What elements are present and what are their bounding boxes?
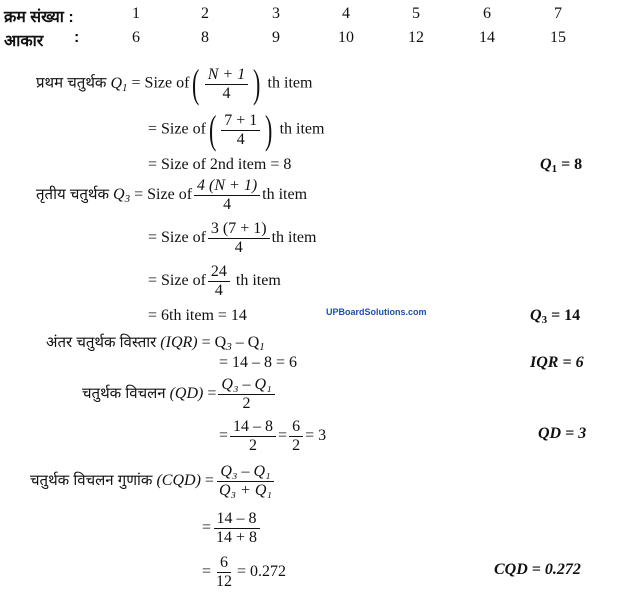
size-cell-7: 15 [550,29,566,46]
qd-line-1: चतुर्थक विचलन (QD) = $\frac{\text{Q₃ – Q₁}}{2}$ [82,376,277,413]
size-colon: : [74,29,80,46]
size-label: आकार [4,33,44,50]
q3-line-4: = 6th item = 14 [148,307,247,324]
cqd-label: चतुर्थक विचलन गुणांक [30,472,153,490]
q1-eq: = [131,74,141,92]
q3-line-2: = Size of $\frac{3 (7 + 1)}{4}$ th item [148,220,317,256]
q1-line-2: = Size of ( $\frac{7 + 1}{4}$ ) th item [148,107,325,152]
serial-number-cell-7: 7 [554,5,562,22]
size-cell-2: 8 [201,29,209,46]
cqd-line-3: = $\frac{6}{12}$ = 0.272 [202,554,287,590]
iqr-label: अंतर चतुर्थक विस्तार [46,334,157,351]
q3-line-3: = Size of $\frac{24}{4}$ th item [148,263,281,299]
q1-paren-frac: ( $\frac{N + 1}{4}$ ) [192,61,261,106]
serial-number-cell-2: 2 [201,5,209,22]
qd-label: चतुर्थक विचलन [82,385,166,403]
serial-number-label: क्रम संख्या : [4,9,74,26]
q1-label: प्रथम चतुर्थक [36,74,107,92]
q1-size-of: Size of [144,74,190,92]
size-cell-1: 6 [132,29,140,46]
serial-number-cell-5: 5 [412,5,420,22]
cqd-result: CQD = 0.272 [494,561,581,578]
q3-label: तृतीय चतुर्थक [36,186,110,204]
cqd-line-2: = $\frac{14 - 8}{14 + 8}$ [202,510,262,547]
serial-number-cell-3: 3 [272,5,280,22]
watermark: UPBoardSolutions.com [326,307,427,317]
serial-number-cell-6: 6 [483,5,491,22]
serial-number-cell-1: 1 [132,5,140,22]
q3-result: $Q_3 = 14$ [530,307,581,326]
q1-line-3: = Size of 2nd item = 8 [148,156,292,173]
q3-line-1: तृतीय चतुर्थक $Q_3$ = Size of $\frac{4 (N + 1)}{4}$ th item [36,177,308,213]
q1-line-1 [36,61,313,106]
size-cell-4: 10 [338,29,354,46]
size-cell-6: 14 [479,29,495,46]
q1-var: $Q_1$ [110,74,128,94]
iqr-line-2: = 14 – 8 = 6 [219,354,298,371]
cqd-line-1: चतुर्थक विचलन गुणांक (CQD) = $\frac{\text{Q₃ – Q₁}}{\text{Q₃ + Q₁}}$ [30,463,272,499]
iqr-line-1: अंतर चतुर्थक विस्तार $(IQR) = Q_3 - Q_1$ [46,334,265,353]
iqr-result: IQR = 6 [530,354,584,371]
size-cell-5: 12 [408,29,424,46]
q1-result: $Q_1 = 8$ [540,156,583,175]
q1-th-item: th item [267,74,313,92]
qd-line-2: = $\frac{14 - 8}{2}$ = $\frac{6}{2}$ = 3 [219,418,327,454]
serial-number-cell-4: 4 [342,5,350,22]
qd-result: QD = 3 [538,425,587,442]
size-cell-3: 9 [272,29,280,46]
